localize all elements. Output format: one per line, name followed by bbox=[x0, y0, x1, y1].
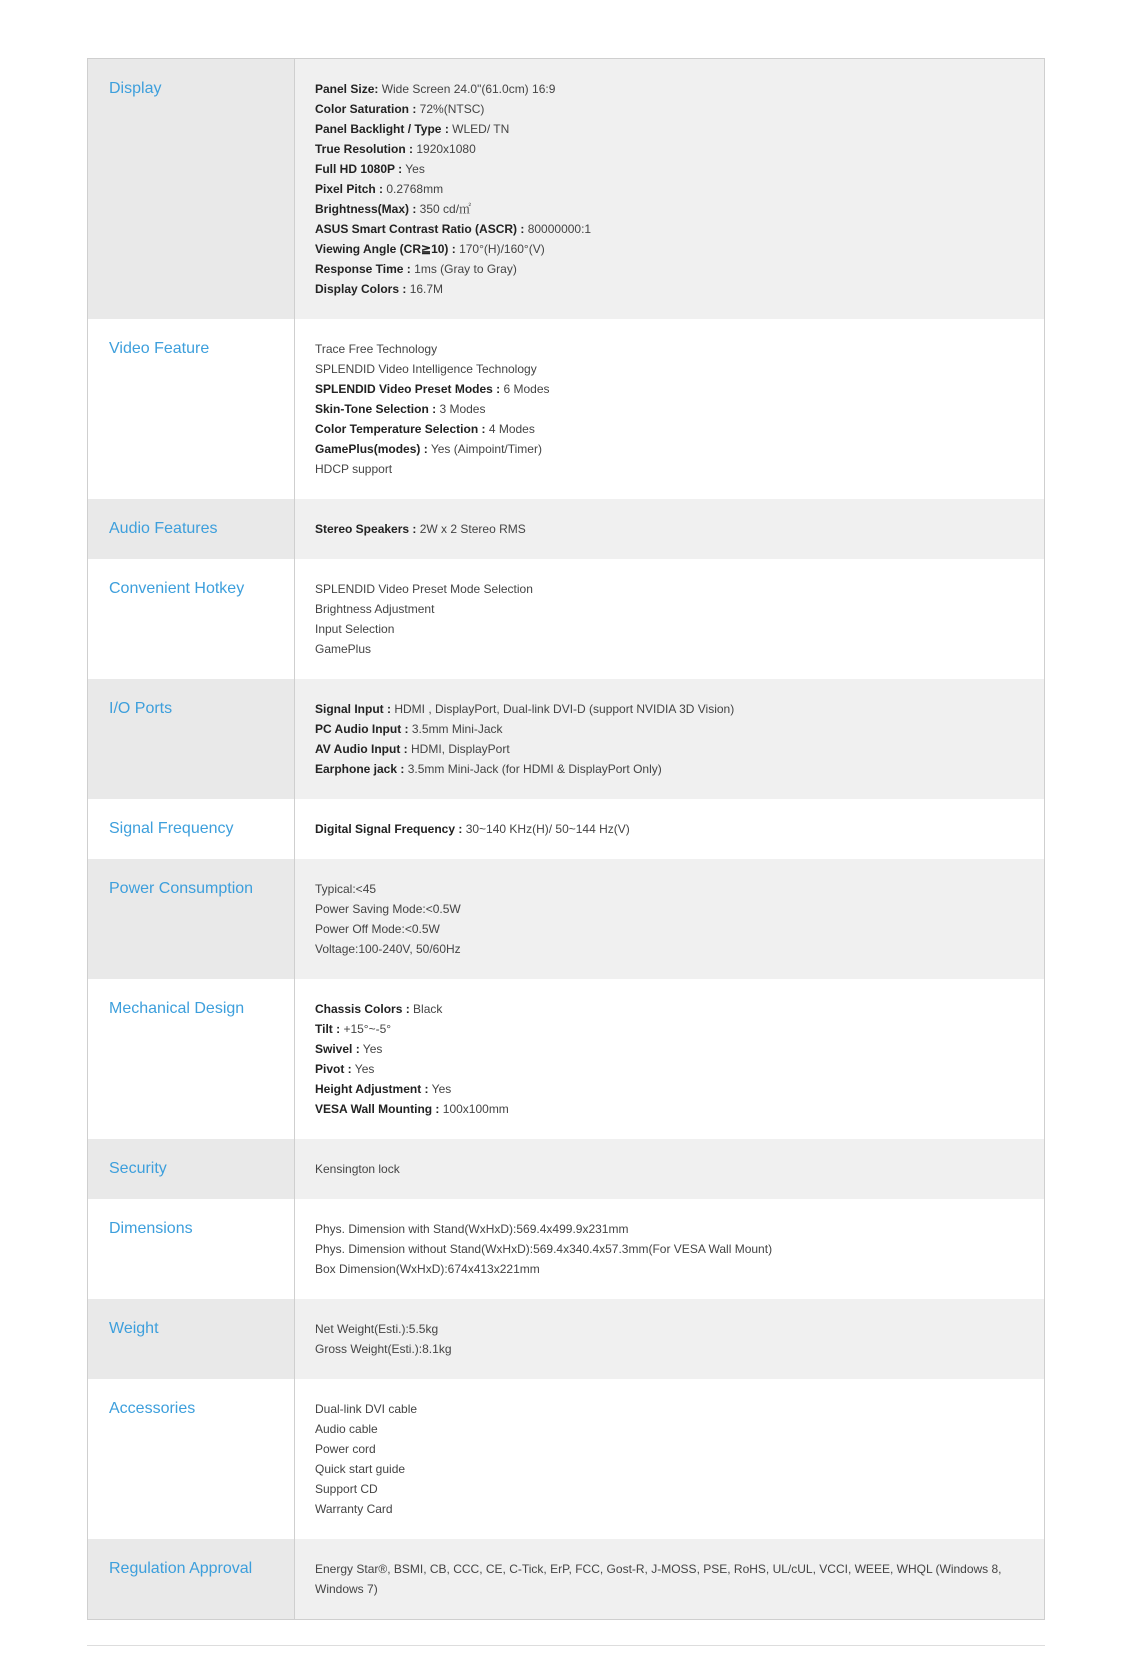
spec-value: Phys. Dimension without Stand(WxHxD):569.4x340.4x57.3mm(For VESA Wall Mount) bbox=[315, 1242, 773, 1256]
spec-line bbox=[315, 519, 1024, 539]
spec-category-label: Accessories bbox=[88, 1379, 295, 1539]
spec-line bbox=[315, 1219, 1024, 1239]
spec-line bbox=[315, 199, 1024, 219]
spec-details bbox=[295, 1139, 1044, 1199]
spec-value: HDMI , DisplayPort, Dual-link DVI-D (support NVIDIA 3D Vision) bbox=[391, 702, 735, 716]
spec-row bbox=[88, 1139, 1044, 1199]
spec-value: 3.5mm Mini-Jack bbox=[408, 722, 503, 736]
spec-line bbox=[315, 1479, 1024, 1499]
spec-details bbox=[295, 1539, 1044, 1619]
spec-details bbox=[295, 979, 1044, 1139]
spec-line bbox=[315, 879, 1024, 899]
spec-line bbox=[315, 159, 1024, 179]
spec-category-label: I/O Ports bbox=[88, 679, 295, 799]
spec-details bbox=[295, 559, 1044, 679]
spec-line bbox=[315, 1259, 1024, 1279]
spec-details bbox=[295, 319, 1044, 499]
spec-row bbox=[88, 859, 1044, 979]
spec-value: Box Dimension(WxHxD):674x413x221mm bbox=[315, 1262, 540, 1276]
spec-category-label: Security bbox=[88, 1139, 295, 1199]
spec-value: Energy Star®, BSMI, CB, CCC, CE, C-Tick, ErP, FCC, Gost-R, J-MOSS, PSE, RoHS, UL/cUL, VCCI, WEEE, WHQL (Windows 8, Windows 7) bbox=[315, 1562, 1002, 1596]
spec-line bbox=[315, 239, 1024, 259]
spec-category-label: Weight bbox=[88, 1299, 295, 1379]
spec-key: PC Audio Input : bbox=[315, 722, 409, 736]
spec-value: 350 cd/㎡ bbox=[416, 202, 472, 216]
spec-line bbox=[315, 599, 1024, 619]
spec-table bbox=[87, 58, 1045, 1620]
spec-key: Height Adjustment : bbox=[315, 1082, 429, 1096]
spec-value: Yes (Aimpoint/Timer) bbox=[427, 442, 542, 456]
spec-value: 16.7M bbox=[406, 282, 444, 296]
spec-line bbox=[315, 1159, 1024, 1179]
spec-value: WLED/ TN bbox=[448, 122, 510, 136]
spec-line bbox=[315, 459, 1024, 479]
spec-value: Audio cable bbox=[315, 1422, 378, 1436]
spec-line bbox=[315, 1239, 1024, 1259]
spec-row bbox=[88, 59, 1044, 319]
spec-key: Pixel Pitch : bbox=[315, 182, 384, 196]
spec-line bbox=[315, 419, 1024, 439]
spec-row bbox=[88, 559, 1044, 679]
spec-value: +15°~-5° bbox=[340, 1022, 392, 1036]
spec-line bbox=[315, 1339, 1024, 1359]
spec-value: Net Weight(Esti.):5.5kg bbox=[315, 1322, 439, 1336]
spec-line bbox=[315, 1439, 1024, 1459]
spec-key: Panel Backlight / Type : bbox=[315, 122, 449, 136]
spec-value: HDCP support bbox=[315, 462, 393, 476]
spec-value: 1ms (Gray to Gray) bbox=[410, 262, 517, 276]
spec-row bbox=[88, 979, 1044, 1139]
spec-value: GamePlus bbox=[315, 642, 372, 656]
spec-line bbox=[315, 119, 1024, 139]
spec-details bbox=[295, 1379, 1044, 1539]
spec-value: Yes bbox=[351, 1062, 375, 1076]
spec-details bbox=[295, 1199, 1044, 1299]
spec-line bbox=[315, 1399, 1024, 1419]
spec-line bbox=[315, 1319, 1024, 1339]
spec-key: Viewing Angle (CR≧10) : bbox=[315, 242, 456, 256]
spec-value: 170°(H)/160°(V) bbox=[455, 242, 545, 256]
spec-value: SPLENDID Video Intelligence Technology bbox=[315, 362, 537, 376]
spec-line bbox=[315, 1459, 1024, 1479]
spec-line bbox=[315, 939, 1024, 959]
spec-details bbox=[295, 799, 1044, 859]
spec-line bbox=[315, 399, 1024, 419]
spec-line bbox=[315, 1059, 1024, 1079]
spec-key: GamePlus(modes) : bbox=[315, 442, 428, 456]
spec-key: Tilt : bbox=[315, 1022, 341, 1036]
spec-row bbox=[88, 679, 1044, 799]
spec-line bbox=[315, 999, 1024, 1019]
spec-value: Dual-link DVI cable bbox=[315, 1402, 418, 1416]
bottom-divider bbox=[87, 1645, 1045, 1646]
spec-value: 6 Modes bbox=[500, 382, 550, 396]
spec-key: Display Colors : bbox=[315, 282, 407, 296]
spec-value: Warranty Card bbox=[315, 1502, 393, 1516]
spec-value: 30~140 KHz(H)/ 50~144 Hz(V) bbox=[462, 822, 630, 836]
spec-category-label: Signal Frequency bbox=[88, 799, 295, 859]
spec-value: Kensington lock bbox=[315, 1162, 400, 1176]
spec-line bbox=[315, 899, 1024, 919]
spec-value: Brightness Adjustment bbox=[315, 602, 435, 616]
spec-value: Input Selection bbox=[315, 622, 395, 636]
spec-line bbox=[315, 439, 1024, 459]
spec-value: Power Off Mode:<0.5W bbox=[315, 922, 440, 936]
spec-line bbox=[315, 1559, 1024, 1599]
spec-value: Gross Weight(Esti.):8.1kg bbox=[315, 1342, 452, 1356]
spec-value: Quick start guide bbox=[315, 1462, 406, 1476]
spec-key: Signal Input : bbox=[315, 702, 391, 716]
spec-value: Power Saving Mode:<0.5W bbox=[315, 902, 461, 916]
spec-line bbox=[315, 339, 1024, 359]
spec-line bbox=[315, 1039, 1024, 1059]
spec-details bbox=[295, 679, 1044, 799]
spec-category-label: Convenient Hotkey bbox=[88, 559, 295, 679]
spec-value: 80000000:1 bbox=[524, 222, 592, 236]
spec-category-label: Regulation Approval bbox=[88, 1539, 295, 1619]
spec-line bbox=[315, 1499, 1024, 1519]
spec-line bbox=[315, 99, 1024, 119]
spec-value: Yes bbox=[359, 1042, 383, 1056]
spec-line bbox=[315, 219, 1024, 239]
spec-details bbox=[295, 1299, 1044, 1379]
spec-category-label: Dimensions bbox=[88, 1199, 295, 1299]
spec-value: Typical:<45 bbox=[315, 882, 377, 896]
spec-key: Full HD 1080P : bbox=[315, 162, 403, 176]
spec-key: True Resolution : bbox=[315, 142, 414, 156]
spec-value: Black bbox=[409, 1002, 443, 1016]
spec-key: Digital Signal Frequency : bbox=[315, 822, 463, 836]
spec-value: 100x100mm bbox=[439, 1102, 509, 1116]
spec-line bbox=[315, 259, 1024, 279]
spec-line bbox=[315, 379, 1024, 399]
spec-key: Stereo Speakers : bbox=[315, 522, 417, 536]
spec-details bbox=[295, 59, 1044, 319]
spec-key: Brightness(Max) : bbox=[315, 202, 417, 216]
spec-row bbox=[88, 1199, 1044, 1299]
spec-line bbox=[315, 639, 1024, 659]
spec-value: Yes bbox=[402, 162, 425, 176]
spec-value: Phys. Dimension with Stand(WxHxD):569.4x499.9x231mm bbox=[315, 1222, 629, 1236]
spec-line bbox=[315, 719, 1024, 739]
spec-row bbox=[88, 1299, 1044, 1379]
spec-value: SPLENDID Video Preset Mode Selection bbox=[315, 582, 533, 596]
spec-line bbox=[315, 359, 1024, 379]
spec-line bbox=[315, 619, 1024, 639]
spec-row bbox=[88, 799, 1044, 859]
spec-key: VESA Wall Mounting : bbox=[315, 1102, 440, 1116]
spec-value: Trace Free Technology bbox=[315, 342, 438, 356]
spec-value: Power cord bbox=[315, 1442, 376, 1456]
spec-row bbox=[88, 1379, 1044, 1539]
spec-value: Support CD bbox=[315, 1482, 378, 1496]
spec-line bbox=[315, 819, 1024, 839]
spec-line bbox=[315, 919, 1024, 939]
spec-line bbox=[315, 1099, 1024, 1119]
spec-line bbox=[315, 179, 1024, 199]
spec-key: Chassis Colors : bbox=[315, 1002, 410, 1016]
spec-line bbox=[315, 1079, 1024, 1099]
spec-line bbox=[315, 1019, 1024, 1039]
spec-key: Earphone jack : bbox=[315, 762, 405, 776]
spec-line bbox=[315, 79, 1024, 99]
spec-category-label: Display bbox=[88, 59, 295, 319]
spec-line bbox=[315, 139, 1024, 159]
spec-value: 2W x 2 Stereo RMS bbox=[416, 522, 526, 536]
spec-value: Yes bbox=[428, 1082, 452, 1096]
spec-key: Color Saturation : bbox=[315, 102, 417, 116]
spec-line bbox=[315, 579, 1024, 599]
spec-line bbox=[315, 279, 1024, 299]
spec-category-label: Video Feature bbox=[88, 319, 295, 499]
spec-key: Swivel : bbox=[315, 1042, 360, 1056]
spec-row bbox=[88, 319, 1044, 499]
spec-key: AV Audio Input : bbox=[315, 742, 408, 756]
spec-key: Skin-Tone Selection : bbox=[315, 402, 437, 416]
spec-value: 3.5mm Mini-Jack (for HDMI & DisplayPort Only) bbox=[404, 762, 662, 776]
spec-key: Color Temperature Selection : bbox=[315, 422, 486, 436]
spec-details bbox=[295, 859, 1044, 979]
spec-category-label: Power Consumption bbox=[88, 859, 295, 979]
spec-line bbox=[315, 739, 1024, 759]
spec-value: Voltage:100-240V, 50/60Hz bbox=[315, 942, 461, 956]
spec-row bbox=[88, 499, 1044, 559]
spec-key: Pivot : bbox=[315, 1062, 352, 1076]
spec-key: Panel Size: bbox=[315, 82, 379, 96]
spec-category-label: Audio Features bbox=[88, 499, 295, 559]
spec-value: 72%(NTSC) bbox=[416, 102, 485, 116]
spec-line bbox=[315, 699, 1024, 719]
spec-line bbox=[315, 1419, 1024, 1439]
spec-details bbox=[295, 499, 1044, 559]
spec-value: HDMI, DisplayPort bbox=[407, 742, 510, 756]
spec-key: ASUS Smart Contrast Ratio (ASCR) : bbox=[315, 222, 525, 236]
spec-key: SPLENDID Video Preset Modes : bbox=[315, 382, 501, 396]
spec-value: 0.2768mm bbox=[383, 182, 444, 196]
spec-value: 3 Modes bbox=[436, 402, 486, 416]
spec-value: Wide Screen 24.0"(61.0cm) 16:9 bbox=[378, 82, 556, 96]
spec-value: 4 Modes bbox=[485, 422, 535, 436]
spec-key: Response Time : bbox=[315, 262, 411, 276]
spec-row bbox=[88, 1539, 1044, 1619]
spec-category-label: Mechanical Design bbox=[88, 979, 295, 1139]
spec-value: 1920x1080 bbox=[413, 142, 476, 156]
spec-line bbox=[315, 759, 1024, 779]
